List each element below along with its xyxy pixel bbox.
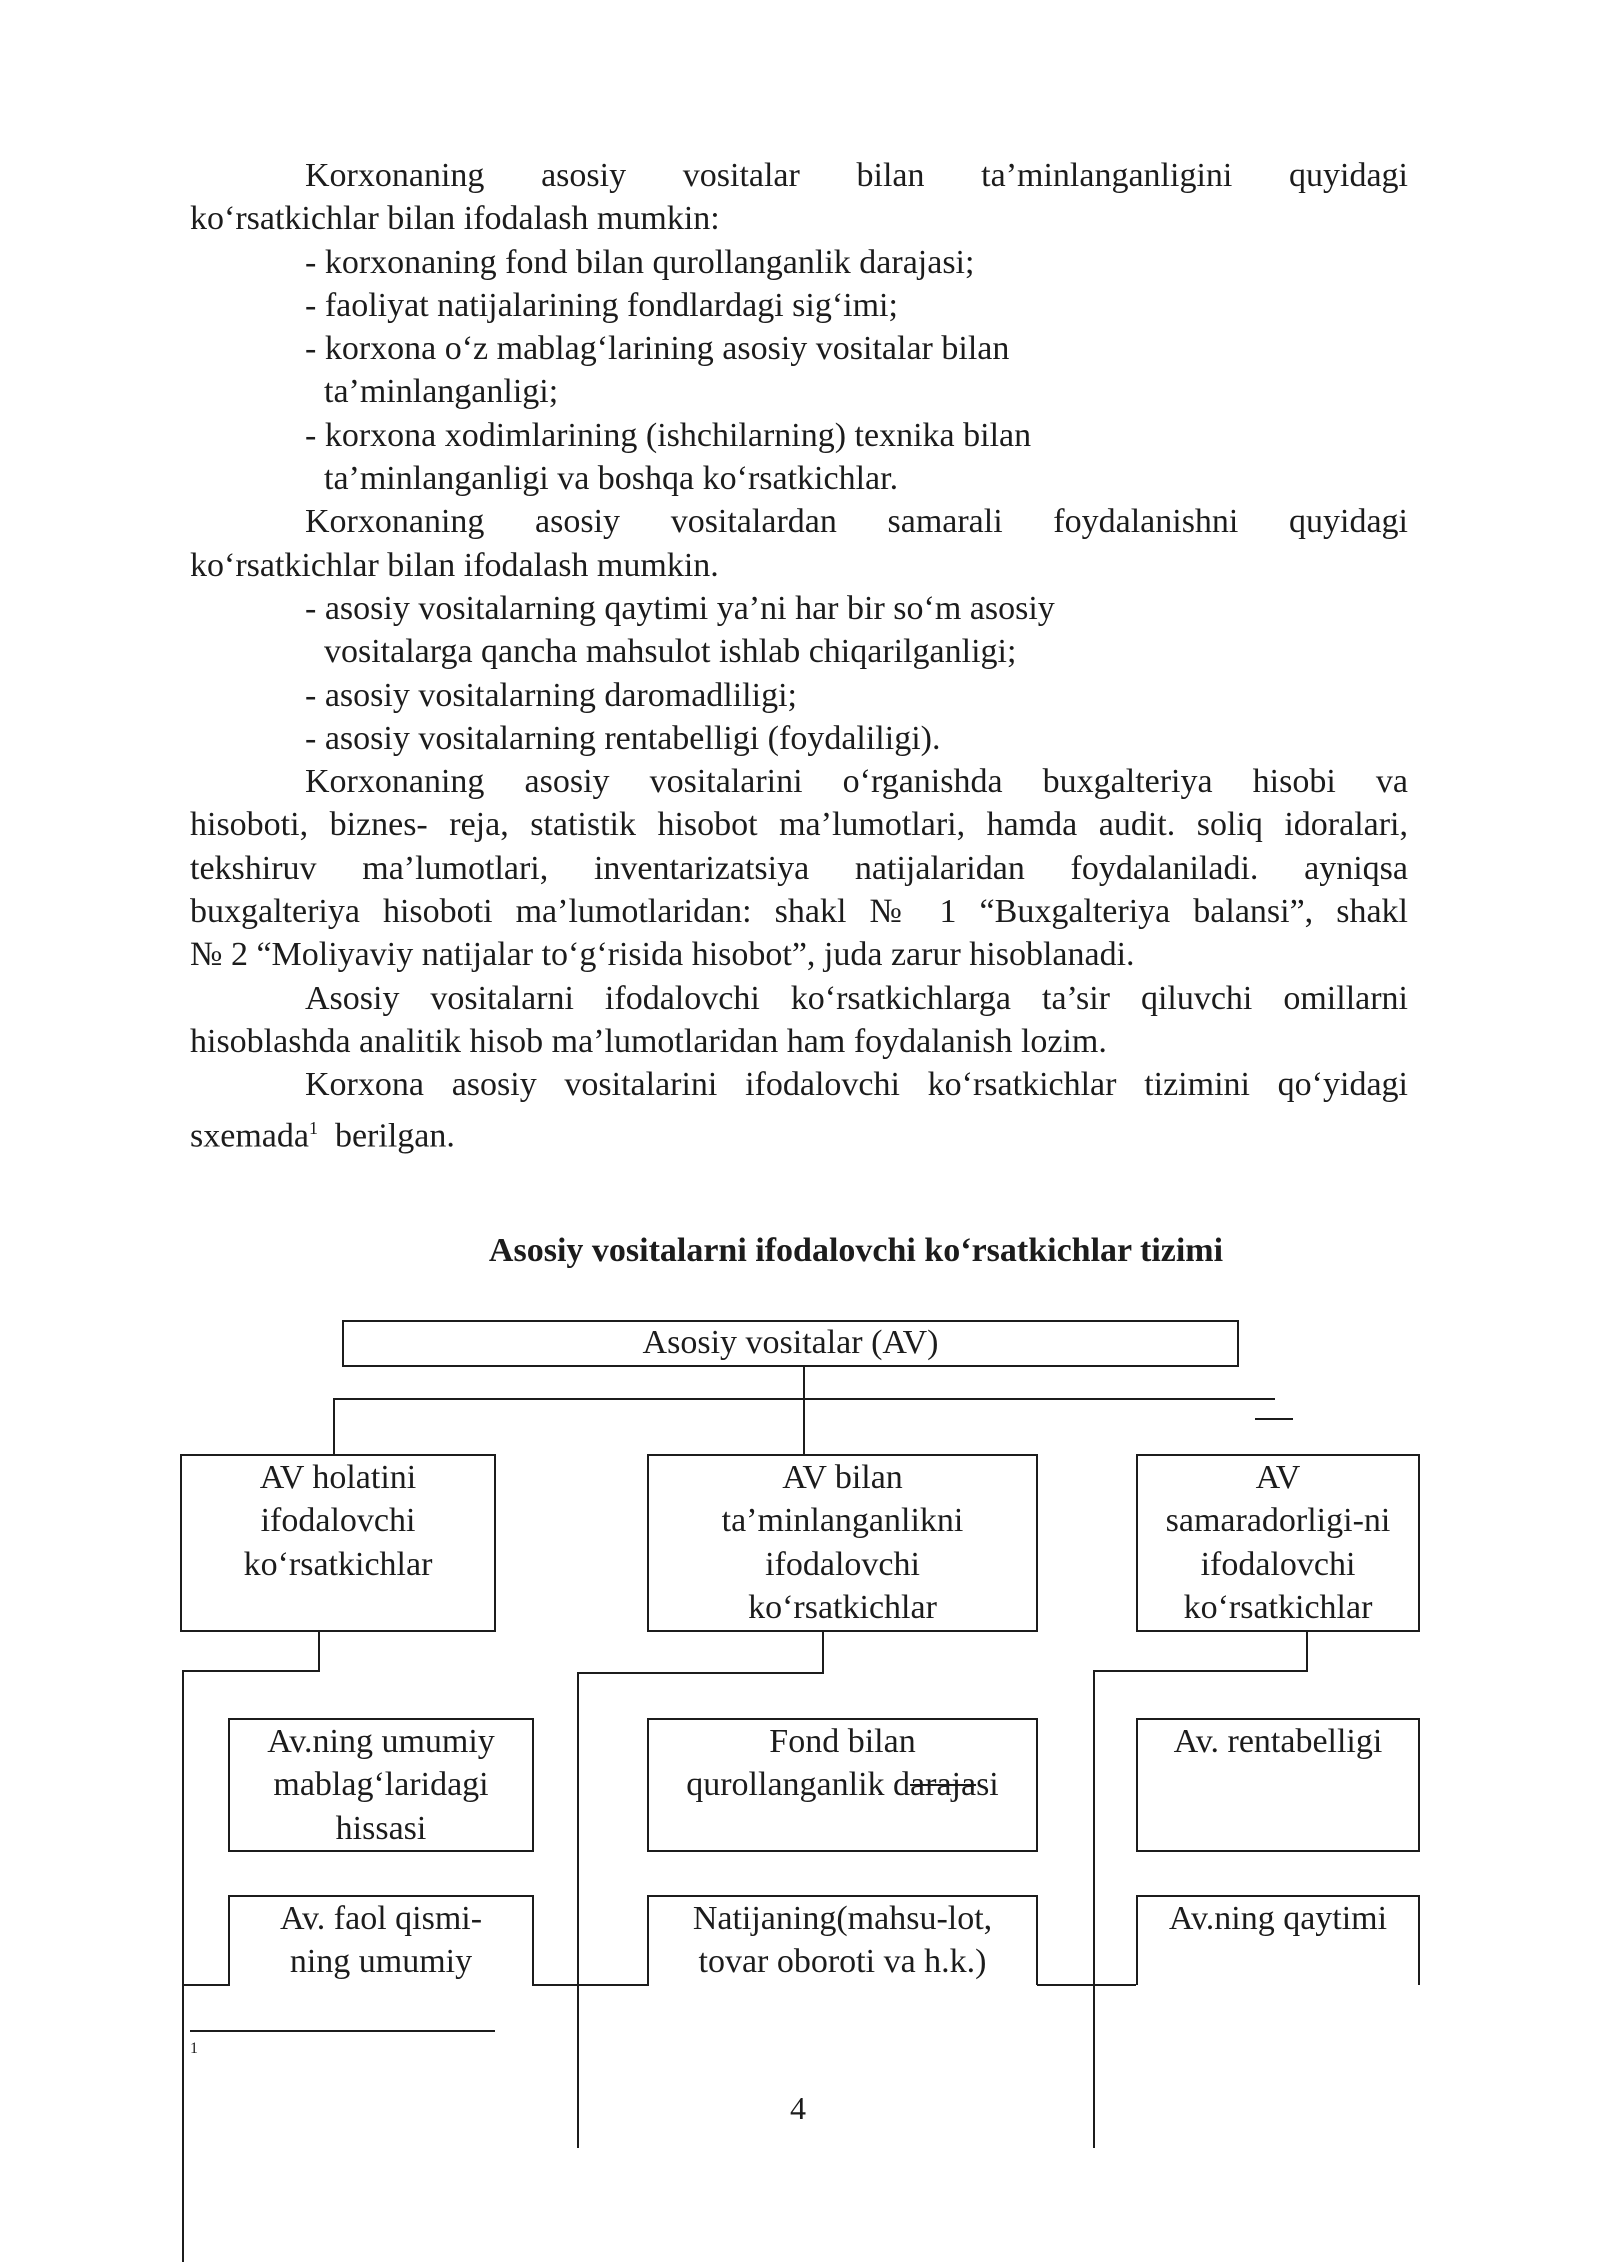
col2-header-line: ifodalovchi bbox=[765, 1545, 920, 1583]
paragraph-5-line-2 bbox=[190, 1107, 1408, 1158]
connector bbox=[577, 1672, 824, 1674]
paragraph-1-line-1: Korxonaning asosiy vositalar bilan ta’minlanganligini quyidagi bbox=[305, 157, 1408, 194]
paragraph-1-line-2: ko‘rsatkichlar bilan ifodalash mumkin: bbox=[190, 200, 720, 238]
col3-header-line: samaradorligi-ni bbox=[1165, 1502, 1391, 1540]
footnote-ref: 1 bbox=[308, 1117, 318, 1138]
list-item-continuation: vositalarga qancha mahsulot ishlab chiqarilganligi; bbox=[324, 633, 1017, 671]
root-box bbox=[342, 1320, 1239, 1367]
connector bbox=[822, 1632, 824, 1674]
col1-header-line: ifodalovchi bbox=[260, 1502, 416, 1540]
connector bbox=[803, 1358, 805, 1454]
col2-item2-box bbox=[647, 1895, 1038, 1985]
col2-item2-line: tovar oboroti va h.k.) bbox=[698, 1943, 987, 1981]
col3-header-line: ko‘rsatkichlar bbox=[1183, 1588, 1373, 1626]
text: qurollanganlik d bbox=[686, 1766, 911, 1804]
connector bbox=[1093, 1670, 1095, 2148]
connector bbox=[182, 1670, 320, 1672]
text: sxemada bbox=[190, 1116, 309, 1154]
col2-header-line: AV bilan bbox=[782, 1459, 903, 1496]
connector bbox=[182, 1670, 184, 2262]
col1-item2-line: ning umumiy bbox=[289, 1943, 473, 1981]
list-item: - korxonaning fond bilan qurollanganlik darajasi; bbox=[305, 243, 975, 281]
paragraph-2-line-1: Korxonaning asosiy vositalardan samarali foydalanishni quyidagi bbox=[305, 503, 1408, 541]
paragraph-3-line: hisoboti, biznes- reja, statistik hisobot ma’lumotlari, hamda audit. soliq idoralari, bbox=[190, 806, 1408, 844]
col2-item2-line: Natijaning(mahsu-lot, bbox=[692, 1900, 993, 1937]
paragraph-4-line: hisoblashda analitik hisob ma’lumotlaridan ham foydalanish lozim. bbox=[190, 1022, 1107, 1060]
col1-header-line: ko‘rsatkichlar bbox=[243, 1545, 433, 1583]
root-label: Asosiy vositalar (AV) bbox=[642, 1324, 939, 1361]
connector bbox=[1037, 1984, 1136, 1986]
col3-header-line: AV bbox=[1255, 1459, 1301, 1496]
paragraph-3-line: № 2 “Moliyaviy natijalar to‘g‘risida hisobot”, juda zarur hisoblanadi. bbox=[190, 936, 1135, 974]
text: berilgan. bbox=[317, 1116, 455, 1154]
connector bbox=[1093, 1670, 1308, 1672]
connector-tail bbox=[1255, 1418, 1293, 1420]
col1-item1-box bbox=[228, 1718, 534, 1852]
connector bbox=[577, 1672, 579, 2148]
struck-text: araja bbox=[910, 1766, 977, 1804]
list-item: - faoliyat natijalarining fondlardagi sig‘imi; bbox=[305, 286, 898, 324]
paragraph-2-line-2: ko‘rsatkichlar bilan ifodalash mumkin. bbox=[190, 546, 719, 584]
col3-item2-box bbox=[1136, 1895, 1420, 1985]
connector bbox=[333, 1398, 335, 1454]
connector bbox=[182, 1984, 230, 1986]
col2-item1-line bbox=[649, 1763, 1036, 1806]
diagram-title: Asosiy vositalarni ifodalovchi ko‘rsatkichlar tizimi bbox=[488, 1232, 1224, 1269]
list-item-continuation: ta’minlanganligi; bbox=[324, 373, 559, 411]
connector bbox=[318, 1632, 320, 1672]
col1-item2-line: Av. faol qismi- bbox=[279, 1900, 483, 1937]
paragraph-4-line: Asosiy vositalarni ifodalovchi ko‘rsatkichlarga ta’sir qiluvchi omillarni bbox=[305, 979, 1408, 1017]
col2-header-box bbox=[647, 1454, 1038, 1632]
col2-header-line: ko‘rsatkichlar bbox=[748, 1588, 937, 1626]
list-item: - asosiy vositalarning daromadliligi; bbox=[305, 676, 797, 714]
paragraph-3-line: tekshiruv ma’lumotlari, inventarizatsiya natijalaridan foydalaniladi. ayniqsa bbox=[190, 849, 1408, 887]
footnote-mark: 1 bbox=[190, 2040, 198, 2057]
col1-item1-line: hissasi bbox=[335, 1809, 427, 1847]
col3-item1-box bbox=[1136, 1718, 1420, 1852]
paragraph-3-line: Korxonaning asosiy vositalarini o‘rganishda buxgalteriya hisobi va bbox=[305, 763, 1408, 801]
col1-item2-box bbox=[228, 1895, 534, 1985]
col1-header-line: AV holatini bbox=[259, 1459, 417, 1496]
page-number: 4 bbox=[790, 2090, 806, 2126]
list-item-continuation: ta’minlanganligi va boshqa ko‘rsatkichlar. bbox=[324, 460, 899, 498]
connector bbox=[532, 1984, 649, 1986]
col2-item1-line: Fond bilan bbox=[769, 1723, 916, 1760]
list-item: - asosiy vositalarning qaytimi ya’ni har bir so‘m asosiy bbox=[305, 589, 1055, 627]
body-text bbox=[190, 154, 1408, 1157]
connector bbox=[1306, 1632, 1308, 1672]
paragraph-5-line-1: Korxona asosiy vositalarini ifodalovchi ko‘rsatkichlar tizimini qo‘yidagi bbox=[305, 1066, 1408, 1104]
col3-item1-line: Av. rentabelligi bbox=[1173, 1723, 1383, 1760]
list-item: - korxona o‘z mablag‘larining asosiy vositalar bilan bbox=[305, 330, 1010, 368]
text: si bbox=[976, 1766, 999, 1804]
col2-header-line: ta’minlanganlikni bbox=[721, 1502, 964, 1540]
footnote-separator bbox=[190, 2030, 495, 2032]
list-item: - korxona xodimlarining (ishchilarning) texnika bilan bbox=[305, 416, 1032, 454]
list-item: - asosiy vositalarning rentabelligi (foydaliligi). bbox=[305, 719, 941, 757]
col1-header-box bbox=[180, 1454, 496, 1632]
col1-item1-line: mablag‘laridagi bbox=[273, 1766, 489, 1804]
col2-item1-box bbox=[647, 1718, 1038, 1852]
col3-header-box bbox=[1136, 1454, 1420, 1632]
col3-item2-line: Av.ning qaytimi bbox=[1168, 1900, 1388, 1937]
col3-header-line: ifodalovchi bbox=[1200, 1545, 1356, 1583]
paragraph-3-line: buxgalteriya hisoboti ma’lumotlaridan: shakl № 1 “Buxgalteriya balansi”, shakl bbox=[190, 893, 1408, 931]
col1-item1-line: Av.ning umumiy bbox=[267, 1723, 495, 1760]
